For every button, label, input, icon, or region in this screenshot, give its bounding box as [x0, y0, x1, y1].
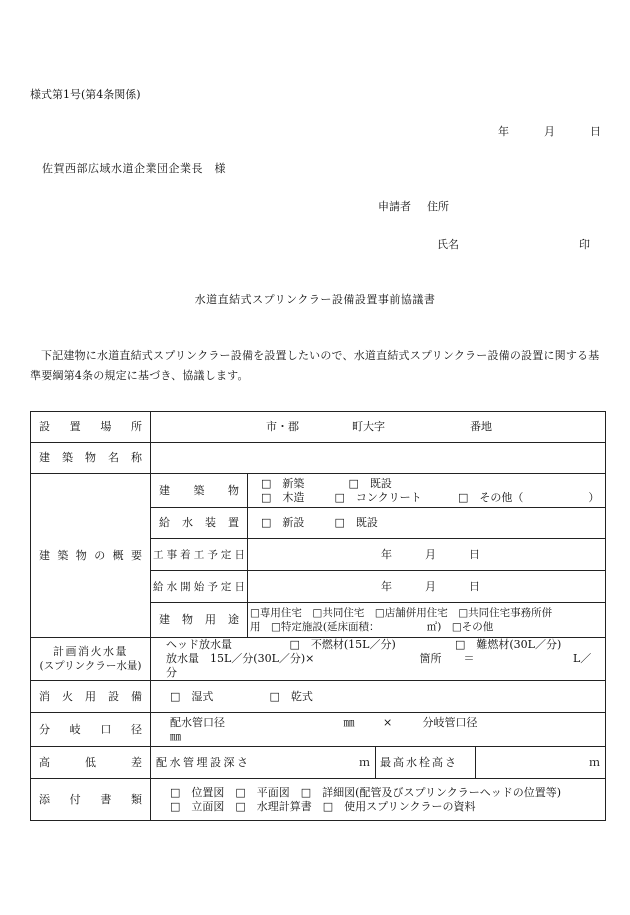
supply-day: 日 [469, 579, 480, 593]
row-attachments [31, 779, 606, 821]
date-day: 日 [590, 125, 601, 138]
checkbox-nonflammable[interactable]: □ 不燃材(15L／分) [289, 638, 396, 651]
label-usage: 建物用途 [151, 603, 248, 638]
row-building-name [31, 443, 606, 474]
attachments-line-1[interactable]: □ 位置図 □ 平面図 □ 詳細図(配管及びスプリンクラーヘッドの位置等) [170, 785, 562, 799]
form-number: 様式第1号(第4条関係) [30, 88, 141, 101]
location-field[interactable] [151, 412, 606, 443]
usage-options [248, 603, 606, 638]
checkbox-new-build[interactable]: □ 新築 [261, 476, 305, 490]
checkbox-supply-existing[interactable]: □ 既設 [334, 516, 378, 529]
label-location: 設置場所 [31, 412, 151, 443]
addressee: 佐賀西部広域水道企業団企業長 様 [42, 162, 226, 175]
main-pipe-unit: ㎜ [343, 715, 355, 729]
label-overview: 建築物の概要 [31, 474, 151, 638]
row-planned-flow [31, 638, 606, 681]
date-year: 年 [498, 125, 509, 138]
head-flow-label: ヘッド放水量 [166, 638, 232, 651]
label-flow-main: 計画消火水量 [53, 645, 128, 658]
usage-line-2[interactable]: 用 □特定施設(延床面積： ㎡) □その他 [250, 621, 494, 633]
label-building-name: 建築物名称 [31, 443, 151, 474]
label-supply-start: 給水開始予定日 [151, 571, 248, 603]
location-city: 市・郡 [266, 420, 299, 433]
applicant-label: 申請者 [378, 200, 411, 213]
address-label: 住所 [427, 200, 449, 213]
label-elevation: 高低差 [31, 747, 151, 779]
max-hydrant-field[interactable] [476, 747, 606, 779]
water-supply-options [248, 508, 606, 539]
pipe-depth-label: 配水管埋設深さ [156, 755, 251, 769]
construction-day: 日 [469, 547, 480, 561]
applicant-address-line [378, 198, 449, 214]
row-building-type [31, 474, 606, 508]
body-text: 下記建物に水道直結式スプリンクラー設備を設置したいので、水道直結式スプリンクラー設備の設置に関する基準要綱第4条の規定に基づき、協議します。 [30, 349, 600, 382]
supply-year: 年 [381, 579, 392, 593]
date-month: 月 [544, 125, 555, 138]
row-elevation [31, 747, 606, 779]
label-max-hydrant [376, 747, 476, 779]
construction-start-field[interactable] [248, 539, 606, 571]
max-hydrant-unit: ｍ [589, 755, 600, 769]
diameter-field[interactable] [151, 713, 606, 747]
discharge-formula: 放水量 15L／分(30L／分)× [166, 652, 315, 665]
pipe-depth-field[interactable] [151, 747, 376, 779]
checkbox-wood[interactable]: □ 木造 [261, 490, 305, 504]
label-construction-start: 工事着工予定日 [151, 539, 248, 571]
document-title: 水道直結式スプリンクラー設備設置事前協議書 [194, 293, 436, 306]
label-water-supply: 給水装置 [151, 508, 248, 539]
checkbox-wet[interactable]: □ 湿式 [170, 689, 214, 703]
max-hydrant-label: 最高水栓高さ [380, 755, 458, 769]
label-diameter: 分岐口径 [31, 713, 151, 747]
other-close-paren: ） [588, 490, 600, 504]
checkbox-flame-retardant[interactable]: □ 難燃材(30L／分) [455, 638, 562, 651]
label-flow-sub: (スプリンクラー水量) [39, 660, 142, 672]
branch-pipe-label: 分岐管口径 [422, 715, 478, 729]
application-date [498, 123, 601, 139]
label-planned-flow [31, 638, 151, 681]
seal-mark: 印 [579, 238, 590, 251]
times-sign: × [383, 715, 393, 729]
pipe-depth-unit: ｍ [359, 755, 370, 769]
row-equipment [31, 681, 606, 713]
checkbox-dry[interactable]: □ 乾式 [269, 689, 313, 703]
attachments-line-2[interactable]: □ 立面図 □ 水理計算書 □ 使用スプリンクラーの資料 [170, 799, 476, 813]
consultation-form-table [30, 411, 606, 821]
planned-flow-field [151, 638, 606, 681]
flow-unit: L／分 [166, 652, 592, 679]
label-equipment: 消火用設備 [31, 681, 151, 713]
row-branch-diameter [31, 713, 606, 747]
building-type-options [248, 474, 606, 508]
location-town: 町大字 [352, 420, 385, 433]
branch-pipe-unit: ㎜ [170, 729, 181, 743]
label-building: 建築物 [151, 474, 248, 508]
checkbox-other[interactable]: □ その他（ [458, 490, 524, 504]
location-lot: 番地 [470, 420, 492, 433]
building-name-field[interactable] [151, 443, 606, 474]
supply-month: 月 [425, 579, 436, 593]
usage-line-1[interactable]: □専用住宅 □共同住宅 □店舗併用住宅 □共同住宅事務所併 [250, 607, 553, 619]
attachments-options [151, 779, 606, 821]
supply-start-field[interactable] [248, 571, 606, 603]
row-location [31, 412, 606, 443]
checkbox-existing-build[interactable]: □ 既設 [348, 476, 392, 490]
label-attachments: 添付書類 [31, 779, 151, 821]
name-label: 氏名 [437, 238, 459, 251]
construction-month: 月 [425, 547, 436, 561]
places-label: 箇所 ＝ [419, 652, 475, 665]
checkbox-concrete[interactable]: □ コンクリート [334, 490, 422, 504]
construction-year: 年 [381, 547, 392, 561]
main-pipe-label: 配水管口径 [170, 715, 225, 729]
equipment-options [151, 681, 606, 713]
checkbox-supply-new[interactable]: □ 新設 [261, 516, 305, 529]
